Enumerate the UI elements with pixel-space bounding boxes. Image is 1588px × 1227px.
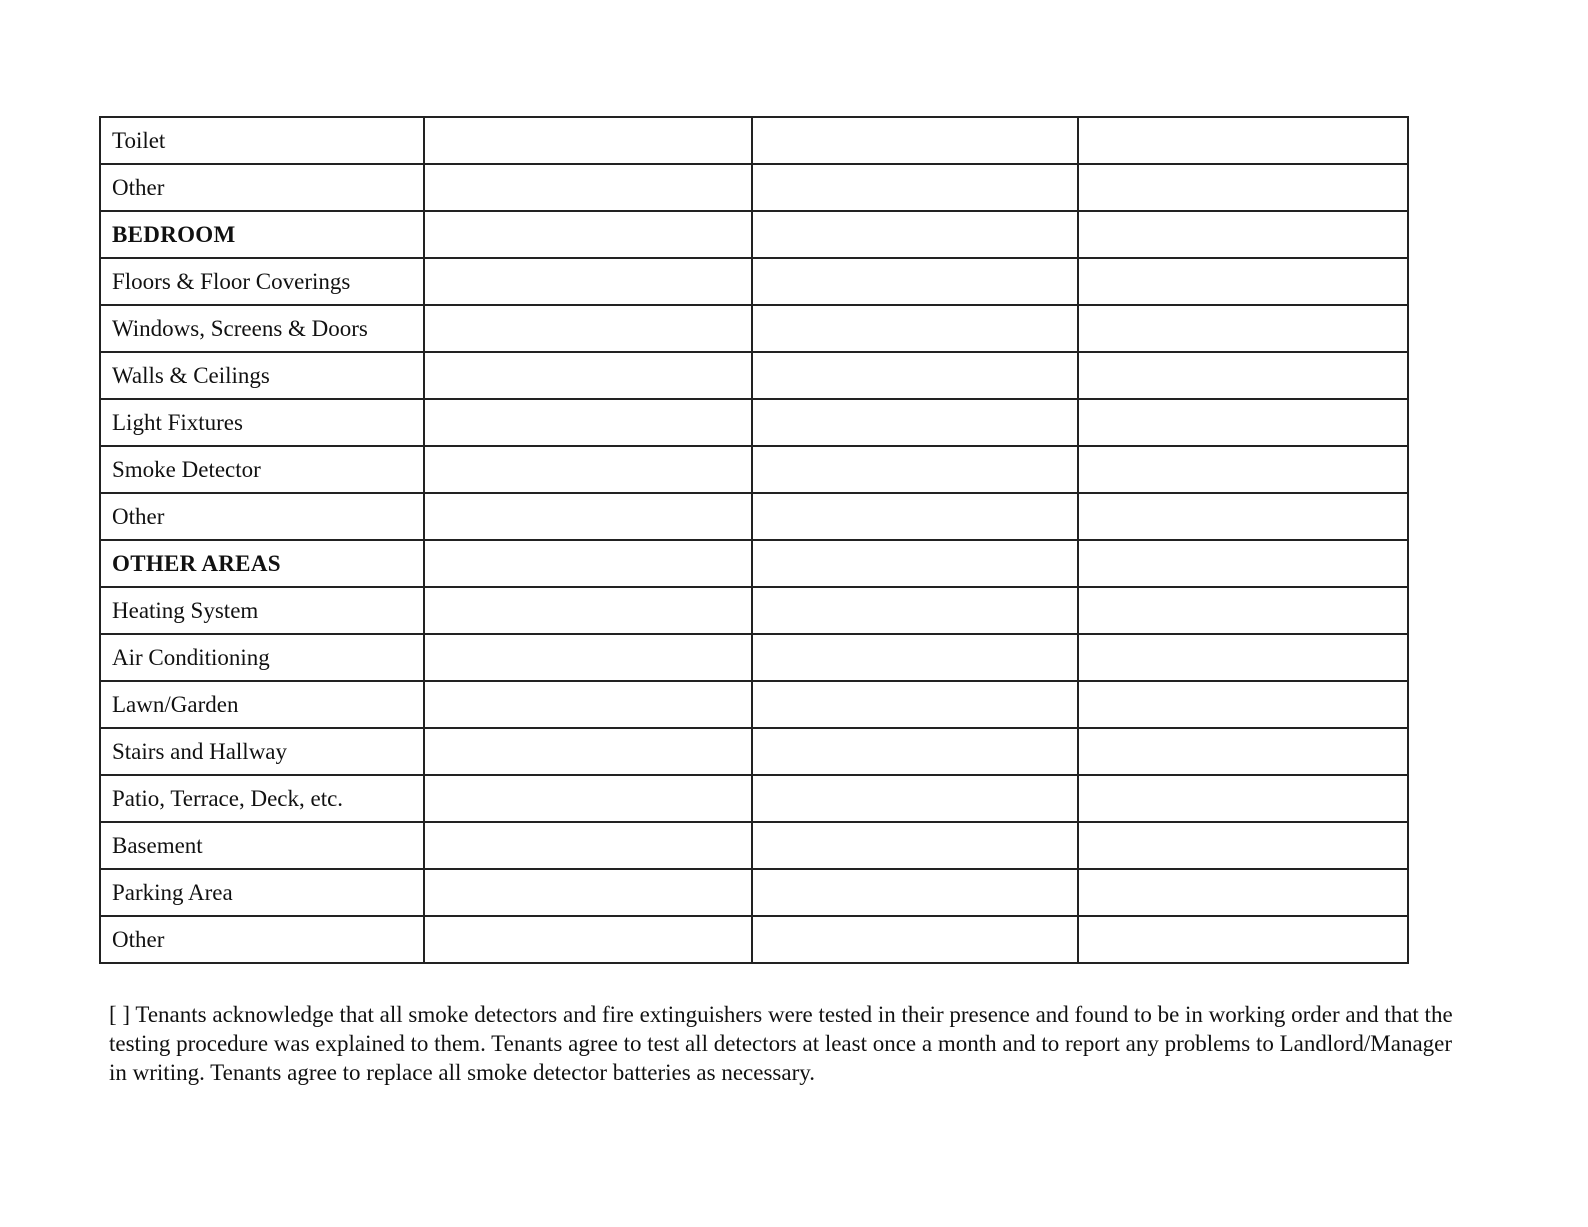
blank-entry-cell[interactable] [752, 822, 1078, 869]
checklist-row [100, 305, 1408, 352]
item-label: Windows, Screens & Doors [100, 305, 424, 352]
item-label: Walls & Ceilings [100, 352, 424, 399]
checklist-row [100, 117, 1408, 164]
blank-entry-cell[interactable] [752, 117, 1078, 164]
blank-entry-cell[interactable] [1078, 399, 1408, 446]
blank-entry-cell[interactable] [752, 540, 1078, 587]
checklist-row [100, 634, 1408, 681]
blank-entry-cell[interactable] [752, 728, 1078, 775]
smoke-detector-acknowledgement: [ ] Tenants acknowledge that all smoke detectors and fire extinguishers were tested in their presence and found to be in working order and that the testing procedure was explained to them. Tenants agree to test all detectors at least once a month and to report any problems to Landlord/Manager in writing. Tenants agree to replace all smoke detector batteries as necessary. [109, 1002, 1453, 1085]
section-heading: OTHER AREAS [100, 540, 424, 587]
blank-entry-cell[interactable] [424, 305, 752, 352]
item-label: Basement [100, 822, 424, 869]
item-label: Toilet [100, 117, 424, 164]
blank-entry-cell[interactable] [1078, 869, 1408, 916]
blank-entry-cell[interactable] [1078, 916, 1408, 963]
blank-entry-cell[interactable] [424, 399, 752, 446]
checklist-body [100, 117, 1408, 963]
checklist-row [100, 493, 1408, 540]
checklist-row [100, 446, 1408, 493]
item-label: Floors & Floor Coverings [100, 258, 424, 305]
blank-entry-cell[interactable] [424, 493, 752, 540]
blank-entry-cell[interactable] [1078, 446, 1408, 493]
blank-entry-cell[interactable] [424, 540, 752, 587]
section-heading-row [100, 540, 1408, 587]
blank-entry-cell[interactable] [1078, 728, 1408, 775]
item-label: Patio, Terrace, Deck, etc. [100, 775, 424, 822]
checklist-row [100, 164, 1408, 211]
blank-entry-cell[interactable] [752, 211, 1078, 258]
blank-entry-cell[interactable] [1078, 775, 1408, 822]
checklist-row [100, 775, 1408, 822]
item-label: Lawn/Garden [100, 681, 424, 728]
checklist-row [100, 258, 1408, 305]
blank-entry-cell[interactable] [1078, 822, 1408, 869]
blank-entry-cell[interactable] [1078, 587, 1408, 634]
blank-entry-cell[interactable] [752, 493, 1078, 540]
item-label: Other [100, 916, 424, 963]
checklist-row [100, 916, 1408, 963]
checklist-row [100, 681, 1408, 728]
blank-entry-cell[interactable] [1078, 211, 1408, 258]
checklist-row [100, 399, 1408, 446]
checklist-row [100, 869, 1408, 916]
item-label: Smoke Detector [100, 446, 424, 493]
item-label: Other [100, 164, 424, 211]
blank-entry-cell[interactable] [424, 352, 752, 399]
blank-entry-cell[interactable] [752, 916, 1078, 963]
blank-entry-cell[interactable] [752, 869, 1078, 916]
blank-entry-cell[interactable] [1078, 540, 1408, 587]
blank-entry-cell[interactable] [752, 352, 1078, 399]
blank-entry-cell[interactable] [752, 634, 1078, 681]
blank-entry-cell[interactable] [1078, 493, 1408, 540]
blank-entry-cell[interactable] [424, 728, 752, 775]
blank-entry-cell[interactable] [424, 869, 752, 916]
blank-entry-cell[interactable] [752, 775, 1078, 822]
item-label: Heating System [100, 587, 424, 634]
item-label: Air Conditioning [100, 634, 424, 681]
item-label: Light Fixtures [100, 399, 424, 446]
blank-entry-cell[interactable] [752, 305, 1078, 352]
blank-entry-cell[interactable] [424, 446, 752, 493]
blank-entry-cell[interactable] [752, 681, 1078, 728]
checklist-row [100, 728, 1408, 775]
inspection-checklist-table [99, 116, 1409, 964]
section-heading: BEDROOM [100, 211, 424, 258]
blank-entry-cell[interactable] [424, 587, 752, 634]
blank-entry-cell[interactable] [424, 822, 752, 869]
blank-entry-cell[interactable] [424, 681, 752, 728]
item-label: Stairs and Hallway [100, 728, 424, 775]
blank-entry-cell[interactable] [424, 634, 752, 681]
blank-entry-cell[interactable] [1078, 258, 1408, 305]
item-label: Parking Area [100, 869, 424, 916]
blank-entry-cell[interactable] [1078, 352, 1408, 399]
blank-entry-cell[interactable] [752, 587, 1078, 634]
blank-entry-cell[interactable] [1078, 117, 1408, 164]
blank-entry-cell[interactable] [752, 446, 1078, 493]
blank-entry-cell[interactable] [424, 775, 752, 822]
blank-entry-cell[interactable] [752, 399, 1078, 446]
blank-entry-cell[interactable] [1078, 164, 1408, 211]
blank-entry-cell[interactable] [752, 258, 1078, 305]
checklist-row [100, 352, 1408, 399]
blank-entry-cell[interactable] [424, 211, 752, 258]
blank-entry-cell[interactable] [1078, 634, 1408, 681]
item-label: Other [100, 493, 424, 540]
section-heading-row [100, 211, 1408, 258]
checklist-row [100, 822, 1408, 869]
blank-entry-cell[interactable] [1078, 681, 1408, 728]
blank-entry-cell[interactable] [424, 164, 752, 211]
blank-entry-cell[interactable] [424, 258, 752, 305]
blank-entry-cell[interactable] [752, 164, 1078, 211]
blank-entry-cell[interactable] [424, 916, 752, 963]
blank-entry-cell[interactable] [1078, 305, 1408, 352]
blank-entry-cell[interactable] [424, 117, 752, 164]
checklist-row [100, 587, 1408, 634]
